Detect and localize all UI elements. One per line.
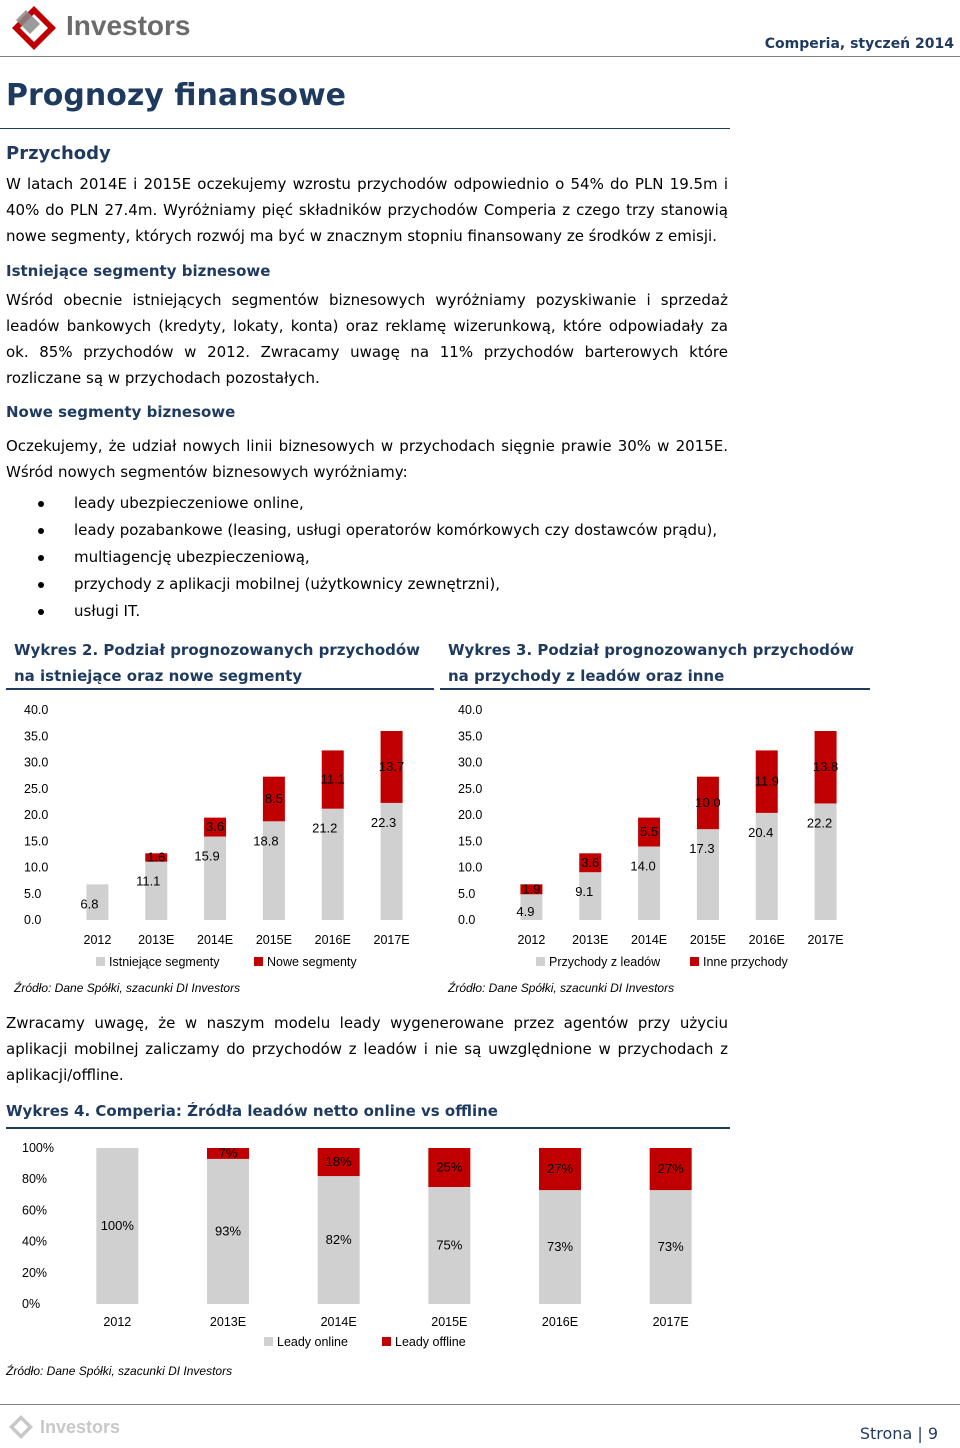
y-tick-label: 5.0: [24, 886, 42, 901]
data-label-base: 73%: [546, 1239, 574, 1255]
x-tick-label: 2013E: [138, 933, 175, 947]
data-label-top: 11.1: [320, 771, 345, 787]
y-tick-label: 35.0: [458, 729, 483, 744]
data-label-base: 20.4: [748, 824, 774, 840]
bullet-icon: [38, 528, 44, 534]
data-label-base: 4.9: [516, 904, 535, 919]
footer-logo-mark-icon: [8, 1414, 36, 1440]
data-label-top: 5.5: [640, 824, 659, 840]
y-tick-label: 30.0: [24, 755, 49, 770]
data-label-base: 17.3: [689, 841, 715, 857]
data-label-base: 18.8: [253, 833, 279, 849]
y-tick-label: 80%: [22, 1172, 48, 1187]
y-tick-label: 0.0: [24, 913, 42, 927]
data-label-top: 1.9: [522, 881, 541, 897]
data-label-top: 10.0: [695, 794, 721, 810]
chart-leads-vs-other: [440, 698, 870, 978]
new-segments-list: [30, 490, 717, 625]
y-tick-label: 20.0: [458, 808, 483, 822]
przychody-paragraph: W latach 2014E i 2015E oczekujemy wzrostu przychodów odpowiednio o 54% do PLN 19.5m i 40% do PLN 27.4m. Wyróżniamy pięć składników przychodów Comperia z czego trzy stanowią nowe segmenty, których rozwój ma być w znacznym stopniu finansowany ze środków z emisji.: [6, 175, 728, 245]
figure-3-divider: [440, 688, 870, 690]
footer-divider: [0, 1404, 960, 1405]
list-item: multiagencję ubezpieczeniową,: [30, 544, 717, 571]
data-label-top: 11.9: [754, 773, 779, 789]
x-tick-label: 2013E: [572, 933, 609, 947]
chart-online-vs-offline: [6, 1134, 730, 1358]
bullet-icon: [38, 582, 44, 588]
x-tick-label: 2017E: [807, 933, 844, 947]
list-item: przychody z aplikacji mobilnej (użytkownicy zewnętrzni),: [30, 571, 717, 598]
figure-3-title: Wykres 3. Podział prognozowanych przychodów na przychody z leadów oraz inne: [448, 641, 855, 685]
header-report-date: Comperia, styczeń 2014: [764, 36, 954, 52]
y-tick-label: 20%: [22, 1265, 48, 1280]
data-label-top: 7%: [218, 1145, 238, 1161]
figure-3-source: Źródło: Dane Spółki, szacunki DI Investors: [448, 981, 675, 995]
y-tick-label: 10.0: [458, 860, 483, 875]
x-tick-label: 2014E: [320, 1315, 357, 1329]
legend-label: Leady offline: [395, 1335, 466, 1349]
list-item: usługi IT.: [30, 598, 717, 625]
data-label-top: 8.5: [264, 790, 283, 806]
y-tick-label: 25.0: [458, 781, 483, 796]
data-label-base: 6.8: [80, 896, 99, 912]
bar-1-base: [145, 862, 167, 920]
existing-paragraph: Wśród obecnie istniejących segmentów biznesowych wyróżniamy pozyskiwanie i sprzedaż leadów bankowych (kredyty, lokaty, konta) oraz reklamę wizerunkową, które odpowiadały za ok. 85% przychodów w 2012. Zwracamy uwagę na 11% przychodów barterowych które rozliczane są w przychodach pozostałych.: [6, 291, 728, 387]
x-tick-label: 2015E: [431, 1315, 468, 1329]
x-tick-label: 2017E: [373, 933, 410, 947]
y-tick-label: 0.0: [458, 913, 476, 927]
y-tick-label: 40.0: [458, 703, 483, 717]
figure-2-source: Źródło: Dane Spółki, szacunki DI Investors: [14, 981, 241, 995]
data-label-base: 11.1: [136, 873, 161, 889]
data-label-top: 13.8: [812, 759, 839, 775]
figure-4-title: Wykres 4. Comperia: Źródła leadów netto online vs offline: [6, 1102, 498, 1120]
x-tick-label: 2015E: [689, 933, 726, 947]
y-tick-label: 40%: [22, 1234, 48, 1249]
figure-3-chart: [440, 698, 870, 978]
legend-swatch: [254, 957, 263, 966]
y-tick-label: 15.0: [458, 834, 483, 849]
legend-label: Inne przychody: [703, 955, 788, 969]
section-heading-new: Nowe segmenty biznesowe: [6, 403, 236, 421]
y-tick-label: 100%: [22, 1141, 54, 1155]
page-title: Prognozy finansowe: [6, 78, 347, 113]
x-tick-label: 2013E: [209, 1315, 247, 1329]
list-item: leady ubezpieczeniowe online,: [30, 490, 717, 517]
x-tick-label: 2017E: [652, 1315, 689, 1329]
y-tick-label: 60%: [22, 1203, 48, 1218]
data-label-top: 18%: [325, 1154, 352, 1170]
data-label-base: 22.2: [806, 815, 833, 831]
y-tick-label: 10.0: [24, 860, 49, 875]
header-brand: Investors: [66, 10, 191, 41]
figure-4-chart: [6, 1134, 730, 1358]
legend-swatch: [264, 1337, 273, 1346]
legend-label: Nowe segmenty: [267, 955, 357, 969]
data-label-base: 21.2: [312, 820, 338, 836]
title-divider: [0, 128, 730, 129]
legend-label: Leady online: [277, 1335, 348, 1349]
figure-4-divider: [6, 1127, 730, 1129]
logo-mark-icon: [10, 4, 66, 52]
data-label-top: 27%: [657, 1161, 684, 1177]
x-tick-label: 2012: [517, 933, 546, 947]
data-label-base: 22.3: [370, 814, 397, 830]
chart-existing-vs-new: [6, 698, 436, 978]
bullet-icon: [38, 501, 44, 507]
figure-2-divider: [6, 688, 434, 690]
note-paragraph: Zwracamy uwagę, że w naszym modelu leady wygenerowane przez agentów przy użyciu aplikacji mobilnej zaliczamy do przychodów z leadów i nie są uwzględnione w przychodach z aplikacji/offline.: [6, 1014, 728, 1084]
data-label-base: 82%: [325, 1232, 352, 1248]
x-tick-label: 2016E: [541, 1315, 579, 1329]
y-tick-label: 25.0: [24, 781, 49, 796]
footer-brand: Investors: [40, 1416, 121, 1437]
footer-logo: [8, 1414, 120, 1440]
bullet-icon: [38, 555, 44, 561]
figure-2-chart: [6, 698, 436, 978]
y-tick-label: 30.0: [458, 755, 483, 770]
bullet-icon: [38, 609, 44, 615]
x-tick-label: 2015E: [255, 933, 292, 947]
y-tick-label: 5.0: [458, 886, 476, 901]
data-label-top: 3.6: [206, 819, 225, 835]
y-tick-label: 0%: [22, 1297, 41, 1311]
y-tick-label: 20.0: [24, 808, 49, 822]
legend-swatch: [536, 957, 545, 966]
figure-2-title: Wykres 2. Podział prognozowanych przychodów na istniejące oraz nowe segmenty: [14, 641, 421, 685]
data-label-base: 9.1: [575, 884, 594, 900]
x-tick-label: 2014E: [631, 933, 668, 947]
legend-swatch: [382, 1337, 391, 1346]
x-tick-label: 2016E: [748, 933, 785, 947]
section-heading-przychody: Przychody: [6, 143, 111, 164]
y-tick-label: 35.0: [24, 729, 49, 744]
page-number: Strona | 9: [859, 1424, 938, 1443]
data-label-base: 100%: [100, 1218, 134, 1233]
data-label-top: 1.6: [147, 849, 166, 865]
x-tick-label: 2012: [103, 1315, 132, 1329]
legend-swatch: [690, 957, 699, 966]
header-divider: [0, 56, 960, 57]
x-tick-label: 2014E: [197, 933, 234, 947]
legend-label: Istniejące segmenty: [109, 955, 220, 969]
figure-4-source: Źródło: Dane Spółki, szacunki DI Investors: [6, 1364, 233, 1378]
y-tick-label: 15.0: [24, 834, 49, 849]
data-label-base: 75%: [436, 1237, 463, 1253]
list-item: leady pozabankowe (leasing, usługi operatorów komórkowych czy dostawców prądu),: [30, 517, 717, 544]
data-label-top: 13.7: [378, 758, 405, 774]
legend-label: Przychody z leadów: [549, 955, 661, 969]
section-heading-existing: Istniejące segmenty biznesowe: [6, 262, 271, 280]
x-tick-label: 2016E: [314, 933, 351, 947]
legend-swatch: [96, 957, 105, 966]
data-label-base: 15.9: [194, 848, 220, 864]
new-paragraph: Oczekujemy, że udział nowych linii biznesowych w przychodach sięgnie prawie 30% w 2015E. Wśród nowych segmentów biznesowych wyróżniamy:: [6, 437, 728, 481]
data-label-base: 73%: [657, 1239, 684, 1255]
y-tick-label: 40.0: [24, 703, 49, 717]
data-label-top: 3.6: [581, 854, 600, 870]
x-tick-label: 2012: [83, 933, 112, 947]
data-label-base: 93%: [214, 1223, 242, 1239]
data-label-top: 27%: [546, 1161, 574, 1177]
data-label-top: 25%: [436, 1159, 463, 1175]
data-label-base: 14.0: [630, 858, 656, 874]
